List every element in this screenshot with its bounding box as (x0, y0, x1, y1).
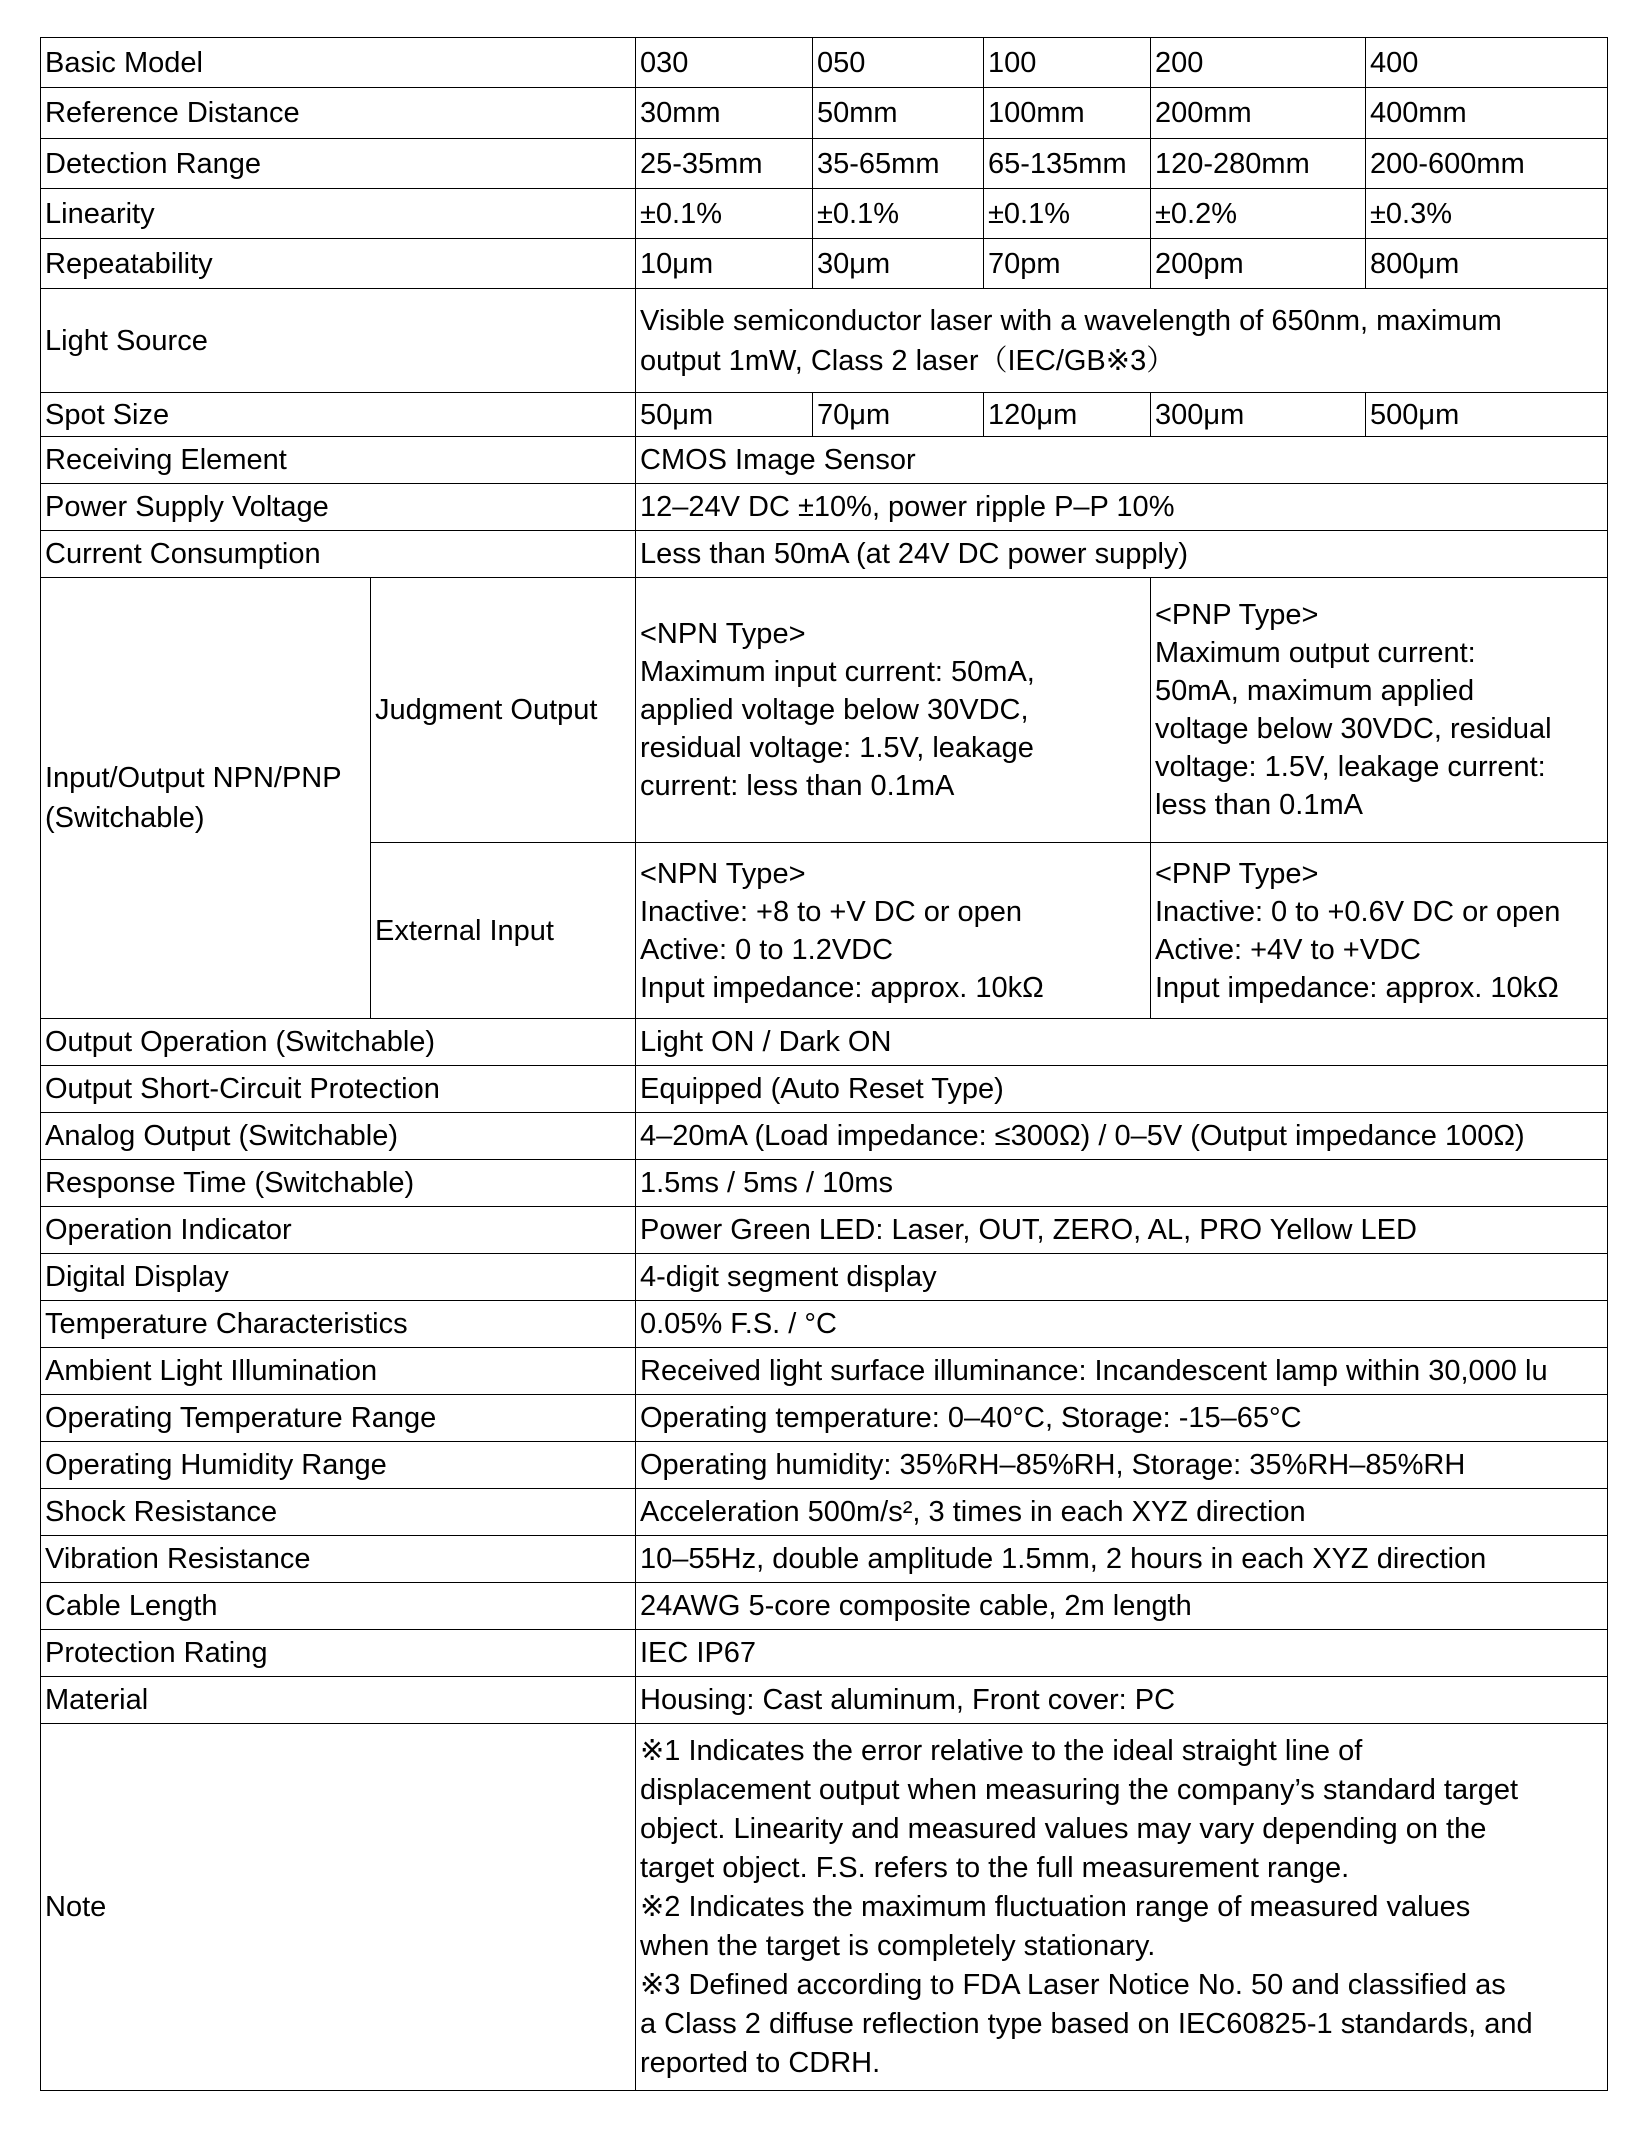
spec-line: <PNP Type> (1155, 599, 1319, 631)
row-output-operation (41, 1019, 1608, 1066)
note-line: ※1 Indicates the error relative to the ideal straight line of (640, 1734, 1363, 1767)
row-operating-temperature (41, 1395, 1608, 1442)
spec-label: Basic Model (41, 38, 636, 88)
spec-label: Digital Display (41, 1254, 636, 1301)
spec-label: Receiving Element (41, 437, 636, 484)
note-line: object. Linearity and measured values may vary depending on the (640, 1812, 1487, 1845)
row-judgment-output (41, 578, 1608, 843)
spec-label: Analog Output (Switchable) (41, 1113, 636, 1160)
spec-line: voltage: 1.5V, leakage current: (1155, 751, 1546, 783)
spec-value: 1.5ms / 5ms / 10ms (636, 1160, 1608, 1207)
spec-value: 200pm (1151, 239, 1366, 289)
spec-label: Ambient Light Illumination (41, 1348, 636, 1395)
spec-value: Acceleration 500m/s², 3 times in each XYZ direction (636, 1489, 1608, 1536)
row-operating-humidity (41, 1442, 1608, 1489)
model-050: 050 (813, 38, 984, 88)
spec-label: Spot Size (41, 393, 636, 437)
spec-value: ±0.1% (813, 189, 984, 239)
row-repeatability (41, 239, 1608, 289)
spec-value: Housing: Cast aluminum, Front cover: PC (636, 1677, 1608, 1724)
spec-line: less than 0.1mA (1155, 789, 1363, 821)
spec-value: 100mm (984, 88, 1151, 139)
spec-line: Active: +4V to +VDC (1155, 933, 1421, 966)
npn-judgment-spec (636, 578, 1151, 843)
spec-line: <NPN Type> (640, 618, 806, 650)
row-operation-indicator (41, 1207, 1608, 1254)
spec-value: 500μm (1366, 393, 1608, 437)
row-note (41, 1724, 1608, 2091)
spec-value: ±0.2% (1151, 189, 1366, 239)
spec-line: 50mA, maximum applied (1155, 675, 1475, 707)
light-source-line-1: Visible semiconductor laser with a wavelength of 650nm, maximum (640, 304, 1502, 337)
model-400: 400 (1366, 38, 1608, 88)
spec-value: 120μm (984, 393, 1151, 437)
spec-label: Temperature Characteristics (41, 1301, 636, 1348)
spec-value: ±0.1% (636, 189, 813, 239)
model-030: 030 (636, 38, 813, 88)
spec-value: 200-600mm (1366, 139, 1608, 189)
row-receiving-element (41, 437, 1608, 484)
spec-value: Operating temperature: 0–40°C, Storage: -15–65°C (636, 1395, 1608, 1442)
spec-label: Light Source (41, 289, 636, 393)
spec-line: current: less than 0.1mA (640, 770, 955, 802)
spec-line: Input impedance: approx. 10kΩ (640, 971, 1044, 1004)
row-protection-rating (41, 1630, 1608, 1677)
spec-value: CMOS Image Sensor (636, 437, 1608, 484)
spec-value (636, 289, 1608, 393)
note-line: reported to CDRH. (640, 2046, 881, 2079)
spec-value: 70μm (813, 393, 984, 437)
spec-line: <PNP Type> (1155, 857, 1319, 890)
model-200: 200 (1151, 38, 1366, 88)
spec-line: <NPN Type> (640, 857, 806, 890)
spec-value: 50μm (636, 393, 813, 437)
row-analog-output (41, 1113, 1608, 1160)
spec-label: Output Short-Circuit Protection (41, 1066, 636, 1113)
note-line: a Class 2 diffuse reflection type based on IEC60825-1 standards, and (640, 2007, 1533, 2040)
spec-label: Cable Length (41, 1583, 636, 1630)
spec-value: 4–20mA (Load impedance: ≤300Ω) / 0–5V (Output impedance 100Ω) (636, 1113, 1608, 1160)
spec-label: Vibration Resistance (41, 1536, 636, 1583)
spec-value: 70pm (984, 239, 1151, 289)
spec-value: 65-135mm (984, 139, 1151, 189)
spec-label: Operating Temperature Range (41, 1395, 636, 1442)
npn-external-spec (636, 843, 1151, 1019)
spec-label: Linearity (41, 189, 636, 239)
spec-value: 30μm (813, 239, 984, 289)
row-response-time (41, 1160, 1608, 1207)
spec-value: 0.05% F.S. / °C (636, 1301, 1608, 1348)
spec-label: Response Time (Switchable) (41, 1160, 636, 1207)
row-ambient-light (41, 1348, 1608, 1395)
spec-value: Light ON / Dark ON (636, 1019, 1608, 1066)
spec-label: Protection Rating (41, 1630, 636, 1677)
spec-line: residual voltage: 1.5V, leakage (640, 732, 1034, 764)
spec-value: 800μm (1366, 239, 1608, 289)
spec-value: 4-digit segment display (636, 1254, 1608, 1301)
spec-value: 300μm (1151, 393, 1366, 437)
spec-value: 24AWG 5-core composite cable, 2m length (636, 1583, 1608, 1630)
spec-value: Received light surface illuminance: Incandescent lamp within 30,000 lu (636, 1348, 1608, 1395)
spec-line: Inactive: 0 to +0.6V DC or open (1155, 895, 1561, 928)
note-line: target object. F.S. refers to the full measurement range. (640, 1851, 1350, 1884)
spec-label: Operation Indicator (41, 1207, 636, 1254)
pnp-judgment-spec (1151, 578, 1608, 843)
spec-label: Current Consumption (41, 531, 636, 578)
io-label-line-1: Input/Output NPN/PNP (45, 762, 342, 794)
light-source-line-2: output 1mW, Class 2 laser（IEC/GB※3） (640, 344, 1176, 377)
spec-value: 200mm (1151, 88, 1366, 139)
spec-label: Repeatability (41, 239, 636, 289)
spec-label: Material (41, 1677, 636, 1724)
spec-label: Reference Distance (41, 88, 636, 139)
spec-label: Output Operation (Switchable) (41, 1019, 636, 1066)
io-label-line-2: (Switchable) (45, 802, 205, 834)
row-temperature-characteristics (41, 1301, 1608, 1348)
spec-value: IEC IP67 (636, 1630, 1608, 1677)
spec-label: Power Supply Voltage (41, 484, 636, 531)
row-reference-distance (41, 88, 1608, 139)
spec-line: Inactive: +8 to +V DC or open (640, 895, 1023, 928)
sub-label: Judgment Output (371, 578, 636, 843)
model-100: 100 (984, 38, 1151, 88)
spec-line: voltage below 30VDC, residual (1155, 713, 1552, 745)
spec-label-io (41, 578, 371, 1019)
spec-line: applied voltage below 30VDC, (640, 694, 1029, 726)
row-linearity (41, 189, 1608, 239)
row-digital-display (41, 1254, 1608, 1301)
row-current-consumption (41, 531, 1608, 578)
note-line: ※3 Defined according to FDA Laser Notice No. 50 and classified as (640, 1968, 1506, 2001)
spec-value: 25-35mm (636, 139, 813, 189)
spec-value: Less than 50mA (at 24V DC power supply) (636, 531, 1608, 578)
spec-value: 35-65mm (813, 139, 984, 189)
note-line: displacement output when measuring the company’s standard target (640, 1773, 1519, 1806)
row-material (41, 1677, 1608, 1724)
spec-line: Maximum output current: (1155, 637, 1476, 669)
spec-value: 400mm (1366, 88, 1608, 139)
spec-line: Active: 0 to 1.2VDC (640, 933, 894, 966)
row-short-circuit-protection (41, 1066, 1608, 1113)
row-basic-model (41, 38, 1608, 88)
spec-label: Detection Range (41, 139, 636, 189)
note-text (636, 1724, 1608, 2091)
spec-value: Power Green LED: Laser, OUT, ZERO, AL, PRO Yellow LED (636, 1207, 1608, 1254)
pnp-external-spec (1151, 843, 1608, 1019)
spec-line: Maximum input current: 50mA, (640, 656, 1035, 688)
spec-value: ±0.3% (1366, 189, 1608, 239)
spec-label: Note (41, 1724, 636, 2091)
spec-value: Operating humidity: 35%RH–85%RH, Storage: 35%RH–85%RH (636, 1442, 1608, 1489)
spec-value: 12–24V DC ±10%, power ripple P–P 10% (636, 484, 1608, 531)
spec-line: Input impedance: approx. 10kΩ (1155, 971, 1559, 1004)
spec-value: 50mm (813, 88, 984, 139)
spec-label: Shock Resistance (41, 1489, 636, 1536)
row-spot-size (41, 393, 1608, 437)
spec-value: 10–55Hz, double amplitude 1.5mm, 2 hours in each XYZ direction (636, 1536, 1608, 1583)
row-cable-length (41, 1583, 1608, 1630)
spec-value: ±0.1% (984, 189, 1151, 239)
row-power-supply-voltage (41, 484, 1608, 531)
spec-table (40, 37, 1608, 2091)
sub-label: External Input (371, 843, 636, 1019)
spec-value: 30mm (636, 88, 813, 139)
note-line: ※2 Indicates the maximum fluctuation range of measured values (640, 1890, 1471, 1923)
spec-label: Operating Humidity Range (41, 1442, 636, 1489)
note-line: when the target is completely stationary. (640, 1929, 1156, 1962)
spec-value: 120-280mm (1151, 139, 1366, 189)
row-detection-range (41, 139, 1608, 189)
row-shock-resistance (41, 1489, 1608, 1536)
spec-value: Equipped (Auto Reset Type) (636, 1066, 1608, 1113)
row-light-source (41, 289, 1608, 393)
row-vibration-resistance (41, 1536, 1608, 1583)
spec-value: 10μm (636, 239, 813, 289)
